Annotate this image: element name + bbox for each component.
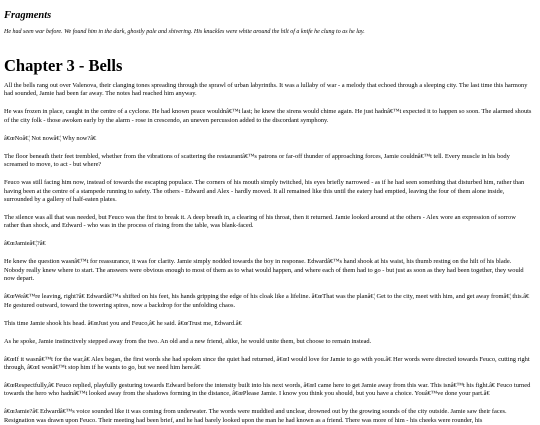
fragment-text: He had seen war before. We found him in the dark, ghostly pale and shivering. His knuckles were white around the hilt of a knife he clung to as he lay.	[4, 29, 365, 35]
paragraph: â€œWeâ€™re leaving, right?â€ Edwardâ€™s shifted on his feet, his hands gripping the edge of his cloak like a lifeline. â€œThat was the planâ€¦ Get to the city, meet with him, and get away fromâ€¦ this.â€ He gestured outward, toward the towering spires, now a backdrop for the unfolding chaos.	[4, 293, 530, 309]
paragraph: All the bells rang out over Valenova, their clanging tones spreading through the sprawl of urban labyrinths. It was a lullaby of war - a melody that echoed through a sleeping city. The last time this harmony had sounded, Jamie had been far away. The notes had reached him anyway.	[4, 82, 528, 98]
paragraph: â€œNoâ€¦ Not nowâ€¦ Why now?â€	[4, 134, 97, 142]
section-heading: Fragments	[4, 10, 52, 21]
paragraph: He knew the question wasnâ€™t for reassurance, it was for clarity. Jamie simply nodded towards the boy in response. Edwardâ€™s hand shook at his waist, his thumb resting on the hilt of his blade. Nobody really knew where to start. The answers were obvious enough to most of them as to what would happen, and where each of them had to go - but just as soon as they had been together, they would now depart.	[4, 258, 524, 283]
chapter-body	[4, 82, 534, 425]
paragraph: As he spoke, Jamie instinctively stepped away from the two. An old and a new friend, alike, he would unite them, but choose to remain instead.	[4, 337, 372, 345]
document-page	[4, 0, 534, 424]
paragraph: â€œRespectfully,â€ Feuco replied, playfully gesturing towards Edward before the intensity built into his next words, â€œI came here to get Jamie away from this war. This isnâ€™t his fight.â€ Feuco turned towards the hero who hadnâ€™t looked away from the shadows forming in the distance, â€œPlease Jamie. I know you think you should, but you have a choice. Youâ€™ve done your part.â€	[4, 382, 531, 398]
paragraph: â€œJamieâ€¦?â€	[4, 240, 46, 248]
paragraph: The floor beneath their feet trembled, whether from the vibrations of scattering the restaurantâ€™s patrons or far-off thunder of approaching forces, Jamie couldnâ€™t tell. Every muscle in his body screamed to move, to act - but where?	[4, 152, 510, 169]
paragraph: â€œJamie?â€ Edwardâ€™s voice sounded like it was coming from underwater. The words were muddied and unclear, drowned out by the growing sounds of the city outside. Jamie saw their faces. Resignation was drawn upon Feuco. Their meeting had been brief, and he had barely looked upon the man he had known as a friend. There was more of him - his cheeks were rounder, his	[4, 408, 507, 424]
paragraph: He was frozen in place, caught in the centre of a cyclone. He had known peace wouldnâ€™t last; he knew the sirens would chime again. He just hadnâ€™t expected it to happen so soon. The alarmed shouts of the city folk - those awoken early by the alarm - rose in crescendo, an uneven percussion added to the discordant symphony.	[4, 108, 532, 124]
paragraph: Feuco was still facing him now, instead of towards the escaping populace. The corners of his mouth simply twitched, his eyes briefly narrowed - as if he had seen something that disturbed him, rather than having been at the centre of a stampede running to safety. The others - Edward and Alex - hardly moved. It all remained like this until the eatery had emptied, leaving the four of them alone inside, surrounded by a gallery of half-eaten plates.	[4, 179, 525, 204]
paragraph: The silence was all that was needed, but Feuco was the first to break it. A deep breath in, a clearing of his throat, then it returned. Jamie looked around at the others - Alex wore an expression of sorrow rather than shock, and Edward - who was in the process of rising from the table, was blank-faced.	[4, 214, 516, 230]
paragraph: This time Jamie shook his head. â€œJust you and Feuco,â€ he said. â€œTrust me, Edward.â€	[4, 319, 242, 327]
paragraph: â€œIf it wasnâ€™t for the war,â€ Alex began, the first words she had spoken since the quiet had returned, â€œI would love for Jamie to go with you.â€ Her words were directed towards Feuco, cutting right through, â€œI wonâ€™t stop him if he wants to go, but we need him here.â€	[4, 355, 530, 372]
chapter-title: Chapter 3 - Bells	[4, 56, 123, 75]
